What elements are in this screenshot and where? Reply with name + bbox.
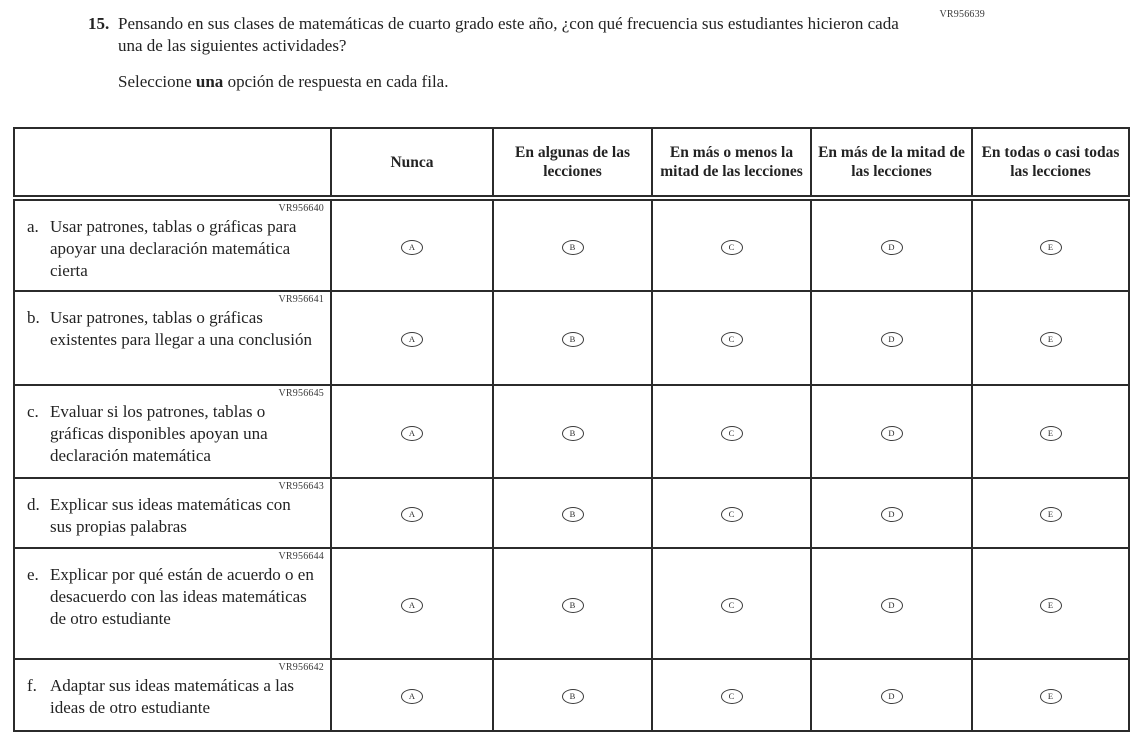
item-letter: d. (27, 495, 40, 514)
header-row (14, 128, 1129, 198)
option-bubble-e[interactable]: E (1040, 240, 1062, 255)
item-text: Explicar por qué están de acuerdo o en desacuerdo con las ideas matemáticas de otro estudiante (50, 565, 314, 628)
item-statement (27, 675, 324, 719)
option-cell (652, 659, 811, 731)
option-cell (331, 548, 493, 659)
item-cell-a (14, 198, 331, 291)
row-variable-code: VR956642 (278, 662, 324, 673)
item-cell-f (14, 659, 331, 731)
option-cell (811, 385, 972, 478)
table-row-d (14, 478, 1129, 548)
option-cell (493, 659, 652, 731)
item-statement (27, 494, 324, 538)
option-cell (972, 659, 1129, 731)
header-stub-cell (14, 128, 331, 198)
option-bubble-d[interactable]: D (881, 598, 903, 613)
option-cell (972, 198, 1129, 291)
option-cell (493, 385, 652, 478)
option-cell (811, 478, 972, 548)
option-cell (811, 548, 972, 659)
option-bubble-a[interactable]: A (401, 240, 423, 255)
option-bubble-d[interactable]: D (881, 332, 903, 347)
option-bubble-a[interactable]: A (401, 332, 423, 347)
instruction-text-bold: una (195, 72, 224, 91)
option-cell (331, 385, 493, 478)
question-block (88, 13, 918, 93)
row-variable-code: VR956641 (278, 294, 324, 305)
question-body (118, 13, 918, 93)
option-bubble-c[interactable]: C (721, 426, 743, 441)
item-statement (27, 307, 324, 351)
option-cell (493, 548, 652, 659)
row-variable-code: VR956640 (278, 203, 324, 214)
column-header-mas-de-mitad: En más de la mitad de las lecciones (811, 128, 972, 198)
item-text: Usar patrones, tablas o gráficas para apoyar una declaración matemática cierta (50, 217, 297, 280)
column-header-todas: En todas o casi todas las lecciones (972, 128, 1129, 198)
option-bubble-a[interactable]: A (401, 507, 423, 522)
option-bubble-e[interactable]: E (1040, 507, 1062, 522)
option-bubble-e[interactable]: E (1040, 332, 1062, 347)
table-row-f (14, 659, 1129, 731)
option-bubble-d[interactable]: D (881, 507, 903, 522)
option-bubble-b[interactable]: B (562, 598, 584, 613)
option-bubble-c[interactable]: C (721, 507, 743, 522)
question-instruction (118, 71, 918, 93)
option-bubble-e[interactable]: E (1040, 689, 1062, 704)
option-bubble-b[interactable]: B (562, 332, 584, 347)
option-bubble-e[interactable]: E (1040, 426, 1062, 441)
table-row-a (14, 198, 1129, 291)
question-number: 15. (88, 14, 110, 33)
option-cell (331, 659, 493, 731)
option-cell (652, 291, 811, 385)
row-variable-code: VR956645 (278, 388, 324, 399)
option-cell (331, 198, 493, 291)
option-cell (972, 385, 1129, 478)
option-cell (652, 198, 811, 291)
option-bubble-b[interactable]: B (562, 426, 584, 441)
item-letter: a. (27, 217, 39, 236)
option-bubble-c[interactable]: C (721, 332, 743, 347)
option-cell (972, 291, 1129, 385)
option-cell (493, 478, 652, 548)
option-bubble-c[interactable]: C (721, 240, 743, 255)
item-letter: e. (27, 565, 39, 584)
item-letter: c. (27, 402, 39, 421)
item-letter: f. (27, 676, 37, 695)
option-bubble-b[interactable]: B (562, 689, 584, 704)
instruction-text-pre: Seleccione (118, 72, 196, 91)
response-matrix-table (13, 127, 1130, 732)
item-statement (27, 401, 324, 467)
question-text: Pensando en sus clases de matemáticas de cuarto grado este año, ¿con qué frecuencia sus estudiantes hicieron cada una de las siguientes actividades? (118, 14, 899, 55)
item-text: Usar patrones, tablas o gráficas existentes para llegar a una conclusión (50, 308, 312, 349)
option-cell (331, 478, 493, 548)
option-bubble-e[interactable]: E (1040, 598, 1062, 613)
option-cell (652, 478, 811, 548)
option-bubble-a[interactable]: A (401, 426, 423, 441)
item-text: Explicar sus ideas matemáticas con sus propias palabras (50, 495, 291, 536)
row-variable-code: VR956644 (278, 551, 324, 562)
instruction-text-post: opción de respuesta en cada fila. (223, 72, 449, 91)
option-bubble-d[interactable]: D (881, 426, 903, 441)
option-cell (652, 385, 811, 478)
item-text: Adaptar sus ideas matemáticas a las ideas de otro estudiante (50, 676, 295, 717)
option-cell (493, 198, 652, 291)
option-bubble-c[interactable]: C (721, 598, 743, 613)
page-variable-code: VR956639 (939, 9, 985, 20)
table-row-c (14, 385, 1129, 478)
option-cell (811, 659, 972, 731)
option-cell (972, 548, 1129, 659)
option-bubble-c[interactable]: C (721, 689, 743, 704)
option-bubble-d[interactable]: D (881, 240, 903, 255)
item-cell-b (14, 291, 331, 385)
item-cell-c (14, 385, 331, 478)
item-statement (27, 216, 324, 282)
option-bubble-b[interactable]: B (562, 240, 584, 255)
item-text: Evaluar si los patrones, tablas o gráficas disponibles apoyan una declaración matemática (50, 402, 268, 465)
option-cell (493, 291, 652, 385)
table-row-b (14, 291, 1129, 385)
option-cell (331, 291, 493, 385)
option-cell (811, 198, 972, 291)
item-cell-d (14, 478, 331, 548)
row-variable-code: VR956643 (278, 481, 324, 492)
option-cell (811, 291, 972, 385)
option-cell (972, 478, 1129, 548)
option-bubble-b[interactable]: B (562, 507, 584, 522)
column-header-mas-o-menos-mitad: En más o menos la mitad de las lecciones (652, 128, 811, 198)
item-statement (27, 564, 324, 630)
option-bubble-a[interactable]: A (401, 598, 423, 613)
item-letter: b. (27, 308, 40, 327)
option-bubble-d[interactable]: D (881, 689, 903, 704)
column-header-algunas: En algunas de las lecciones (493, 128, 652, 198)
item-cell-e (14, 548, 331, 659)
option-cell (652, 548, 811, 659)
column-header-nunca: Nunca (331, 128, 493, 198)
option-bubble-a[interactable]: A (401, 689, 423, 704)
table-row-e (14, 548, 1129, 659)
